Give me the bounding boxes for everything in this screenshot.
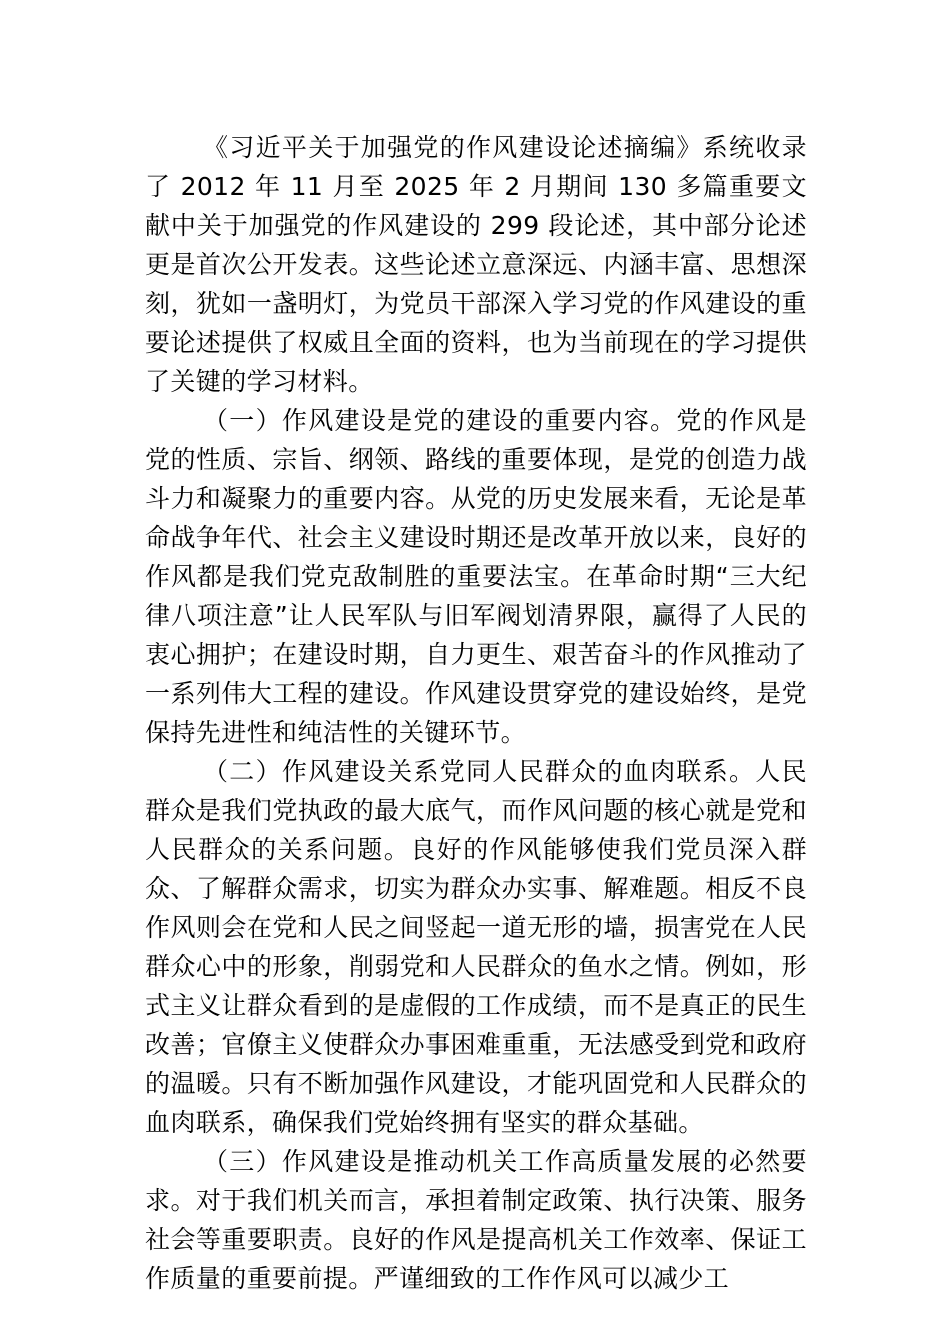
paragraph-section-2: （二）作风建设关系党同人民群众的血肉联系。人民群众是我们党执政的最大底气，而作风问题的核心就是党和人民群众的关系问题。良好的作风能够使我们党员深入群众、了解群众需求，切实为群众办实事、解难题。相反不良作风则会在党和人民之间竖起一道无形的墙，损害党在人民群众心中的形象，削弱党和人民群众的鱼水之情。例如，形式主义让群众看到的是虚假的工作成绩，而不是真正的民生改善；官僚主义使群众办事困难重重，无法感受到党和政府的温暖。只有不断加强作风建设，才能巩固党和人民群众的血肉联系，确保我们党始终拥有坚实的群众基础。 [145, 757, 807, 1137]
paragraph-section-3: （三）作风建设是推动机关工作高质量发展的必然要求。对于我们机关而言，承担着制定政策、执行决策、服务社会等重要职责。良好的作风是提高机关工作效率、保证工作质量的重要前提。严谨细致的工作作风可以减少工 [145, 1147, 807, 1293]
document-body [145, 128, 807, 1298]
paragraph-intro: 《习近平关于加强党的作风建设论述摘编》系统收录了 2012 年 11 月至 2025 年 2 月期间 130 多篇重要文献中关于加强党的作风建设的 299 段论述，其中部分论述更是首次公开发表。这些论述立意深远、内涵丰富、思想深刻，犹如一盏明灯，为党员干部深入学习党的作风建设的重要论述提供了权威且全面的资料，也为当前现在的学习提供了关键的学习材料。 [145, 133, 807, 396]
paragraph-section-1: （一）作风建设是党的建设的重要内容。党的作风是党的性质、宗旨、纲领、路线的重要体现，是党的创造力战斗力和凝聚力的重要内容。从党的历史发展来看，无论是革命战争年代、社会主义建设时期还是改革开放以来，良好的作风都是我们党克敌制胜的重要法宝。在革命时期“三大纪律八项注意”让人民军队与旧军阀划清界限，赢得了人民的衷心拥护；在建设时期，自力更生、艰苦奋斗的作风推动了一系列伟大工程的建设。作风建设贯穿党的建设始终，是党保持先进性和纯洁性的关键环节。 [145, 406, 807, 747]
